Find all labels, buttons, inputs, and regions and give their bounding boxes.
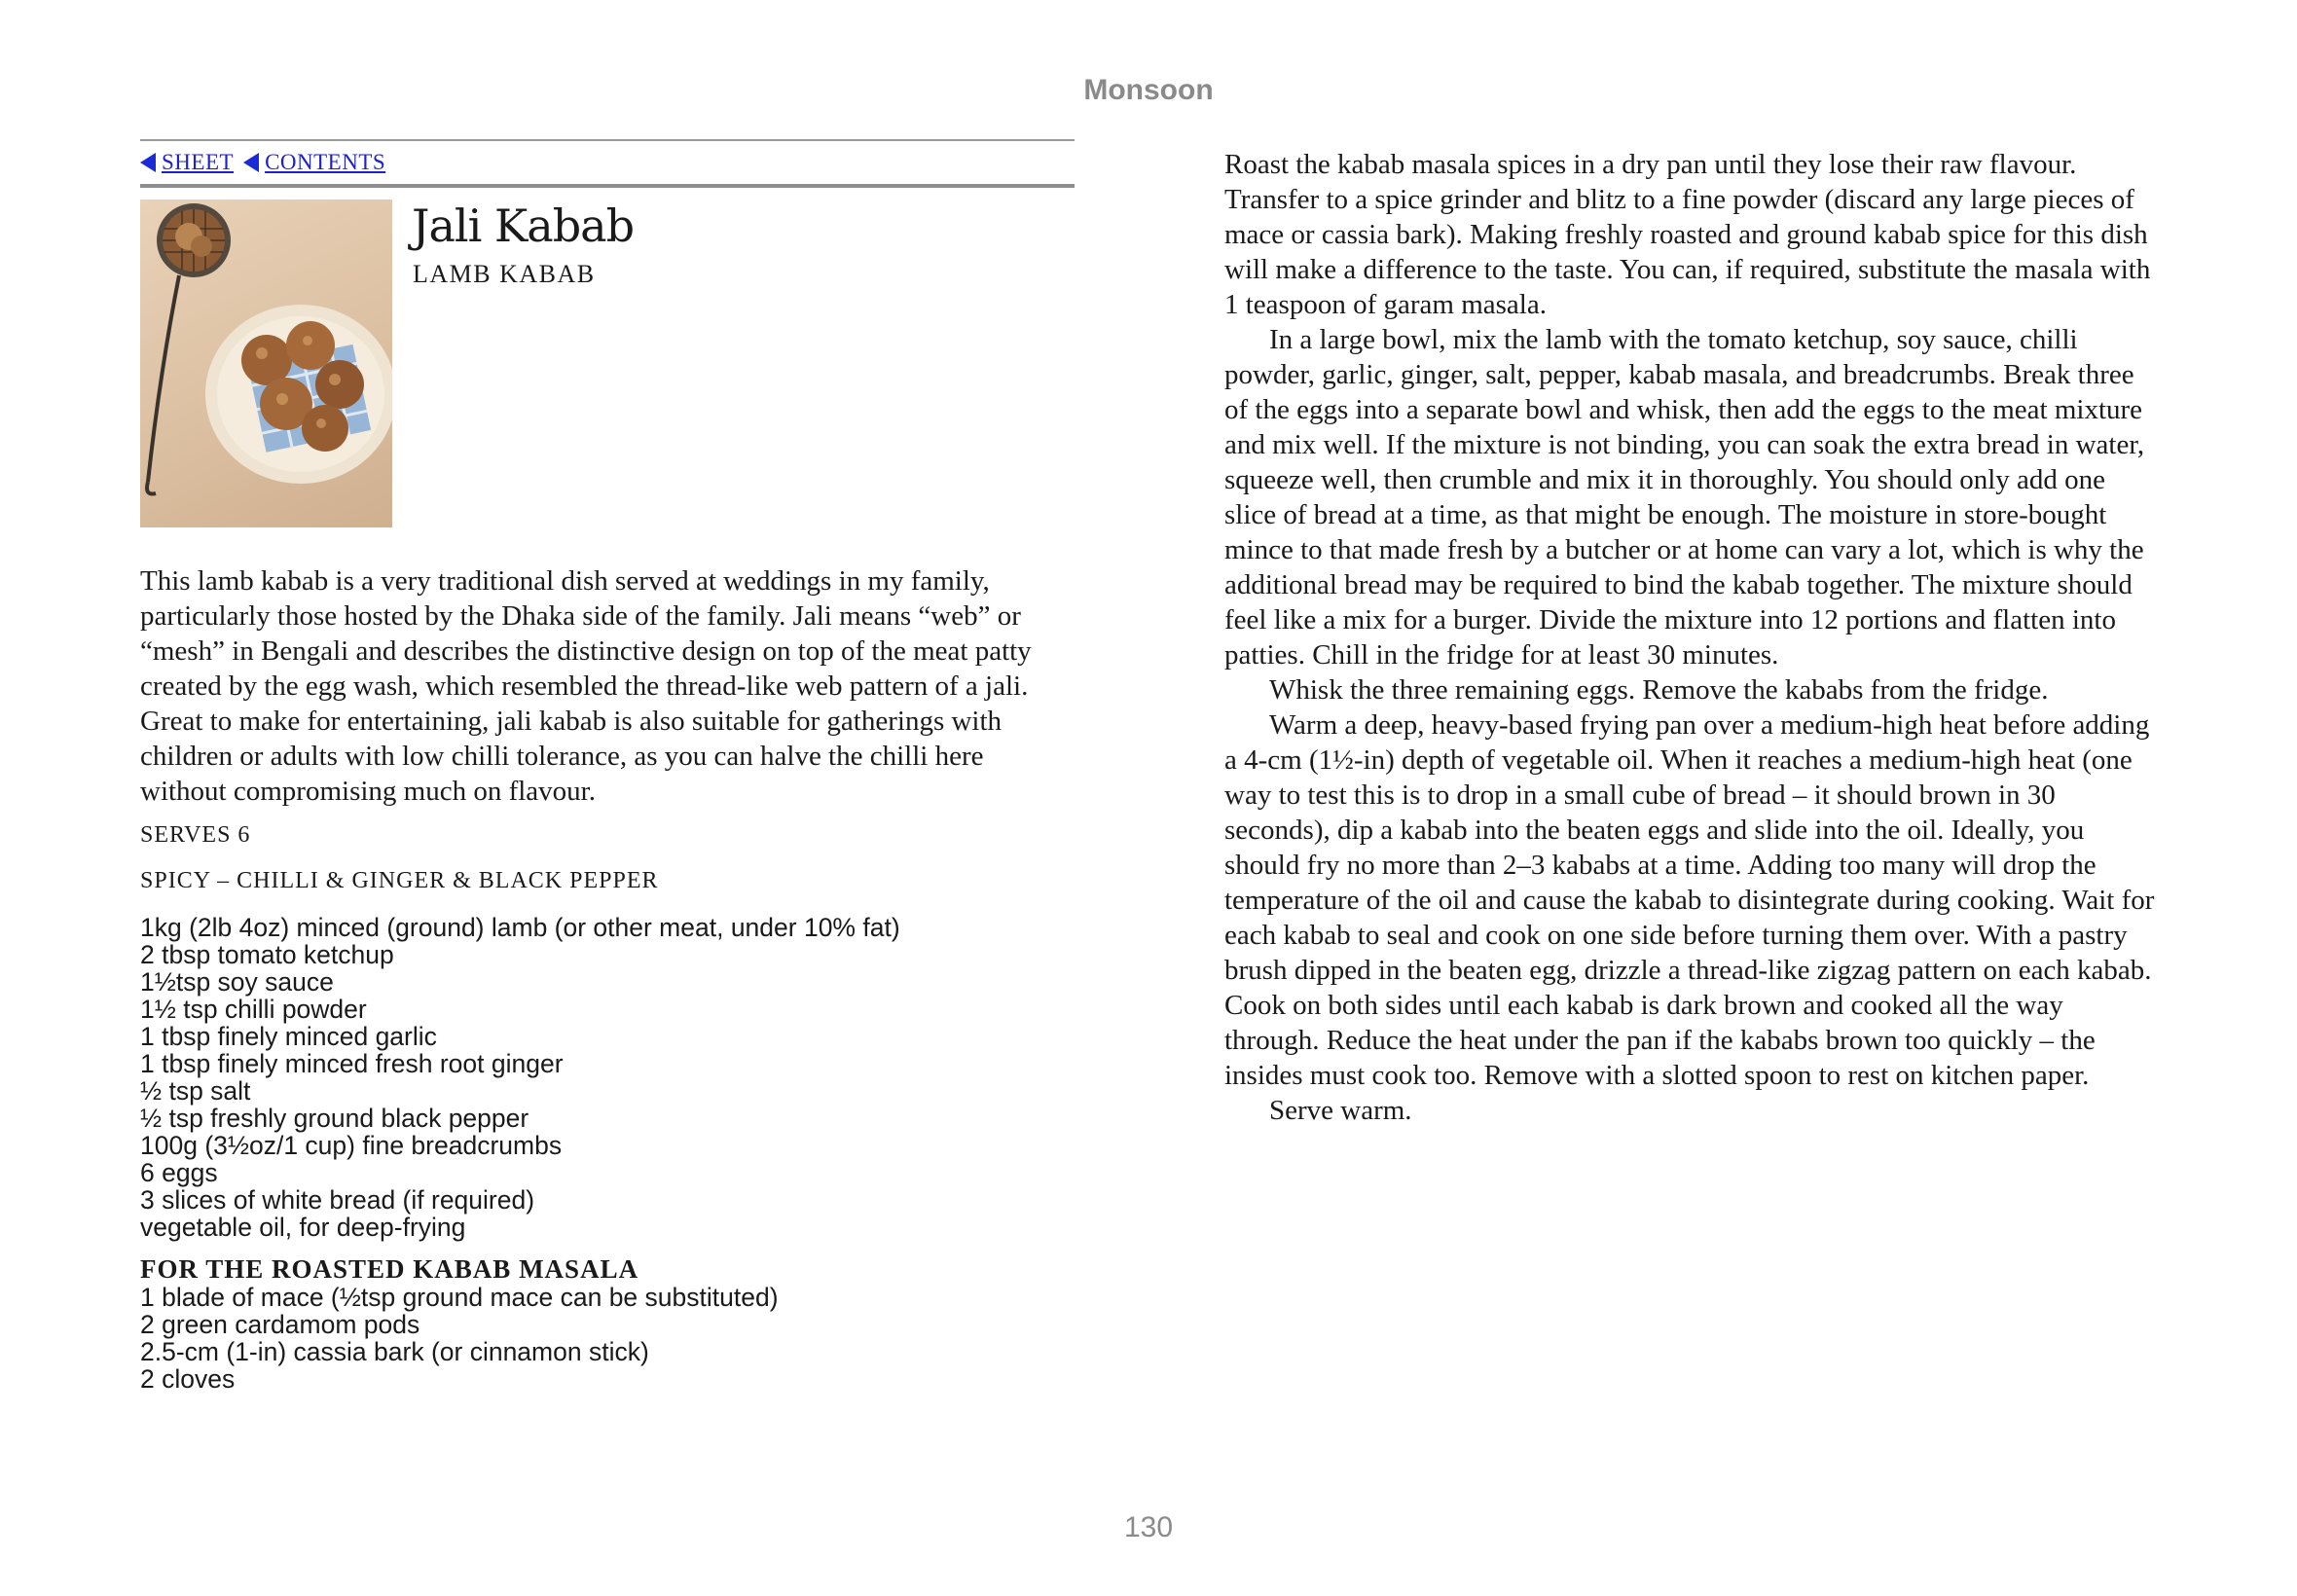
page-number: 130 xyxy=(1123,1511,1174,1543)
nav-rule xyxy=(140,184,1075,188)
list-item: 1kg (2lb 4oz) minced (ground) lamb (or other meat, under 10% fat) xyxy=(140,913,900,942)
list-item: vegetable oil, for deep-frying xyxy=(140,1213,466,1242)
method-paragraph: In a large bowl, mix the lamb with the tomato ketchup, soy sauce, chilli powder, garlic, ginger, salt, pepper, kabab masala, and breadcrumbs. Break three of the eggs into a separate bowl and whisk, then add the eggs to the meat mixture and mix well. If the mixture is not binding, you can soak the extra bread in water, squeeze well, then crumble and mix it in thoroughly. You should only add one slice of bread at a time, as that might be enough. The moisture in store-bought mince to that made fresh by a butcher or at home can vary a lot, which is why the additional bread may be required to bind the kabab together. The mixture should feel like a mix for a burger. Divide the mixture into 12 portions and flatten into patties. Chill in the fridge for at least 30 minutes. xyxy=(1224,324,2145,671)
spice-note: SPICY – CHILLI & GINGER & BLACK PEPPER xyxy=(140,868,659,893)
left-column xyxy=(140,139,1075,1393)
list-item: 1 tbsp finely minced fresh root ginger xyxy=(140,1049,564,1078)
list-item: 2 cloves xyxy=(140,1364,236,1394)
contents-link-label: CONTENTS xyxy=(265,150,386,174)
recipe-subtitle: LAMB KABAB xyxy=(413,260,596,288)
list-item: 6 eggs xyxy=(140,1158,218,1187)
method-paragraph: Roast the kabab masala spices in a dry pan until they lose their raw flavour. Transfer to a spice grinder and blitz to a fine powder (discard any large pieces of mace or cassia bark). Making freshly roasted and ground kabab spice for this dish will make a difference to the taste. You can, if required, substitute the masala with 1 teaspoon of garam masala. xyxy=(1224,149,2151,320)
recipe-header xyxy=(140,200,1075,530)
contents-link[interactable] xyxy=(243,150,385,175)
recipe-intro: This lamb kabab is a very traditional dish served at weddings in my family, particularly those hosted by the Dhaka side of the family. Jali means “web” or “mesh” in Bengali and describes the distinctive design on top of the meat patty created by the egg wash, which resembled the thread-like web pattern of a jali. Great to make for entertaining, jali kabab is also suitable for gatherings with children or adults with low chilli tolerance, as you can halve the chilli here without compromising much on flavour. xyxy=(140,565,1032,807)
serves-note: SERVES 6 xyxy=(140,822,251,848)
method-paragraph: Warm a deep, heavy-based frying pan over a medium-high heat before adding a 4-cm (1½-in) depth of vegetable oil. When it reaches a medium-high heat (one way to test this is to drop in a small cube of bread – it should brown in 30 seconds), dip a kabab into the beaten eggs and slide into the oil. Ideally, you should fry no more than 2–3 kababs at a time. Adding too many will drop the temperature of the oil and cause the kabab to disintegrate during cooking. Wait for each kabab to seal and cook on one side before turning them over. With a pastry brush dipped in the beaten egg, drizzle a thread-like zigzag pattern on each kabab. Cook on both sides until each kabab is dark brown and cooked all the way through. Reduce the heat under the pan if the kababs brown too quickly – the insides must cook too. Remove with a slotted spoon to rest on kitchen paper. xyxy=(1224,709,2155,1091)
list-item: ½ tsp salt xyxy=(140,1076,251,1106)
recipe-nav xyxy=(140,141,1075,184)
masala-heading: FOR THE ROASTED KABAB MASALA xyxy=(140,1254,639,1284)
sheet-link[interactable] xyxy=(140,150,234,175)
list-item: 1½tsp soy sauce xyxy=(140,967,334,997)
list-item: 100g (3½oz/1 cup) fine breadcrumbs xyxy=(140,1131,563,1160)
list-item: 2 green cardamom pods xyxy=(140,1310,420,1339)
recipe-title: Jali Kabab xyxy=(412,200,635,252)
masala-ingredient-list xyxy=(140,1284,1075,1393)
dish-photo xyxy=(140,200,392,527)
sheet-link-label: SHEET xyxy=(162,150,235,174)
list-item: 3 slices of white bread (if required) xyxy=(140,1185,535,1215)
list-item: 1 blade of mace (½tsp ground mace can be substituted) xyxy=(140,1283,779,1312)
list-item: 1 tbsp finely minced garlic xyxy=(140,1022,437,1051)
left-triangle-icon xyxy=(243,153,259,172)
method-paragraph: Whisk the three remaining eggs. Remove the kababs from the fridge. xyxy=(1269,674,2049,706)
list-item: 1½ tsp chilli powder xyxy=(140,995,367,1024)
ingredient-list xyxy=(140,914,1075,1241)
list-item: 2.5-cm (1-in) cassia bark (or cinnamon stick) xyxy=(140,1337,649,1366)
left-triangle-icon xyxy=(140,153,156,172)
method-paragraph: Serve warm. xyxy=(1269,1095,1412,1126)
list-item: ½ tsp freshly ground black pepper xyxy=(140,1104,529,1133)
method-column xyxy=(1224,147,2161,1128)
dish-photo-illustration xyxy=(140,200,392,527)
book-title: Monsoon xyxy=(1083,74,1214,106)
list-item: 2 tbsp tomato ketchup xyxy=(140,940,394,969)
